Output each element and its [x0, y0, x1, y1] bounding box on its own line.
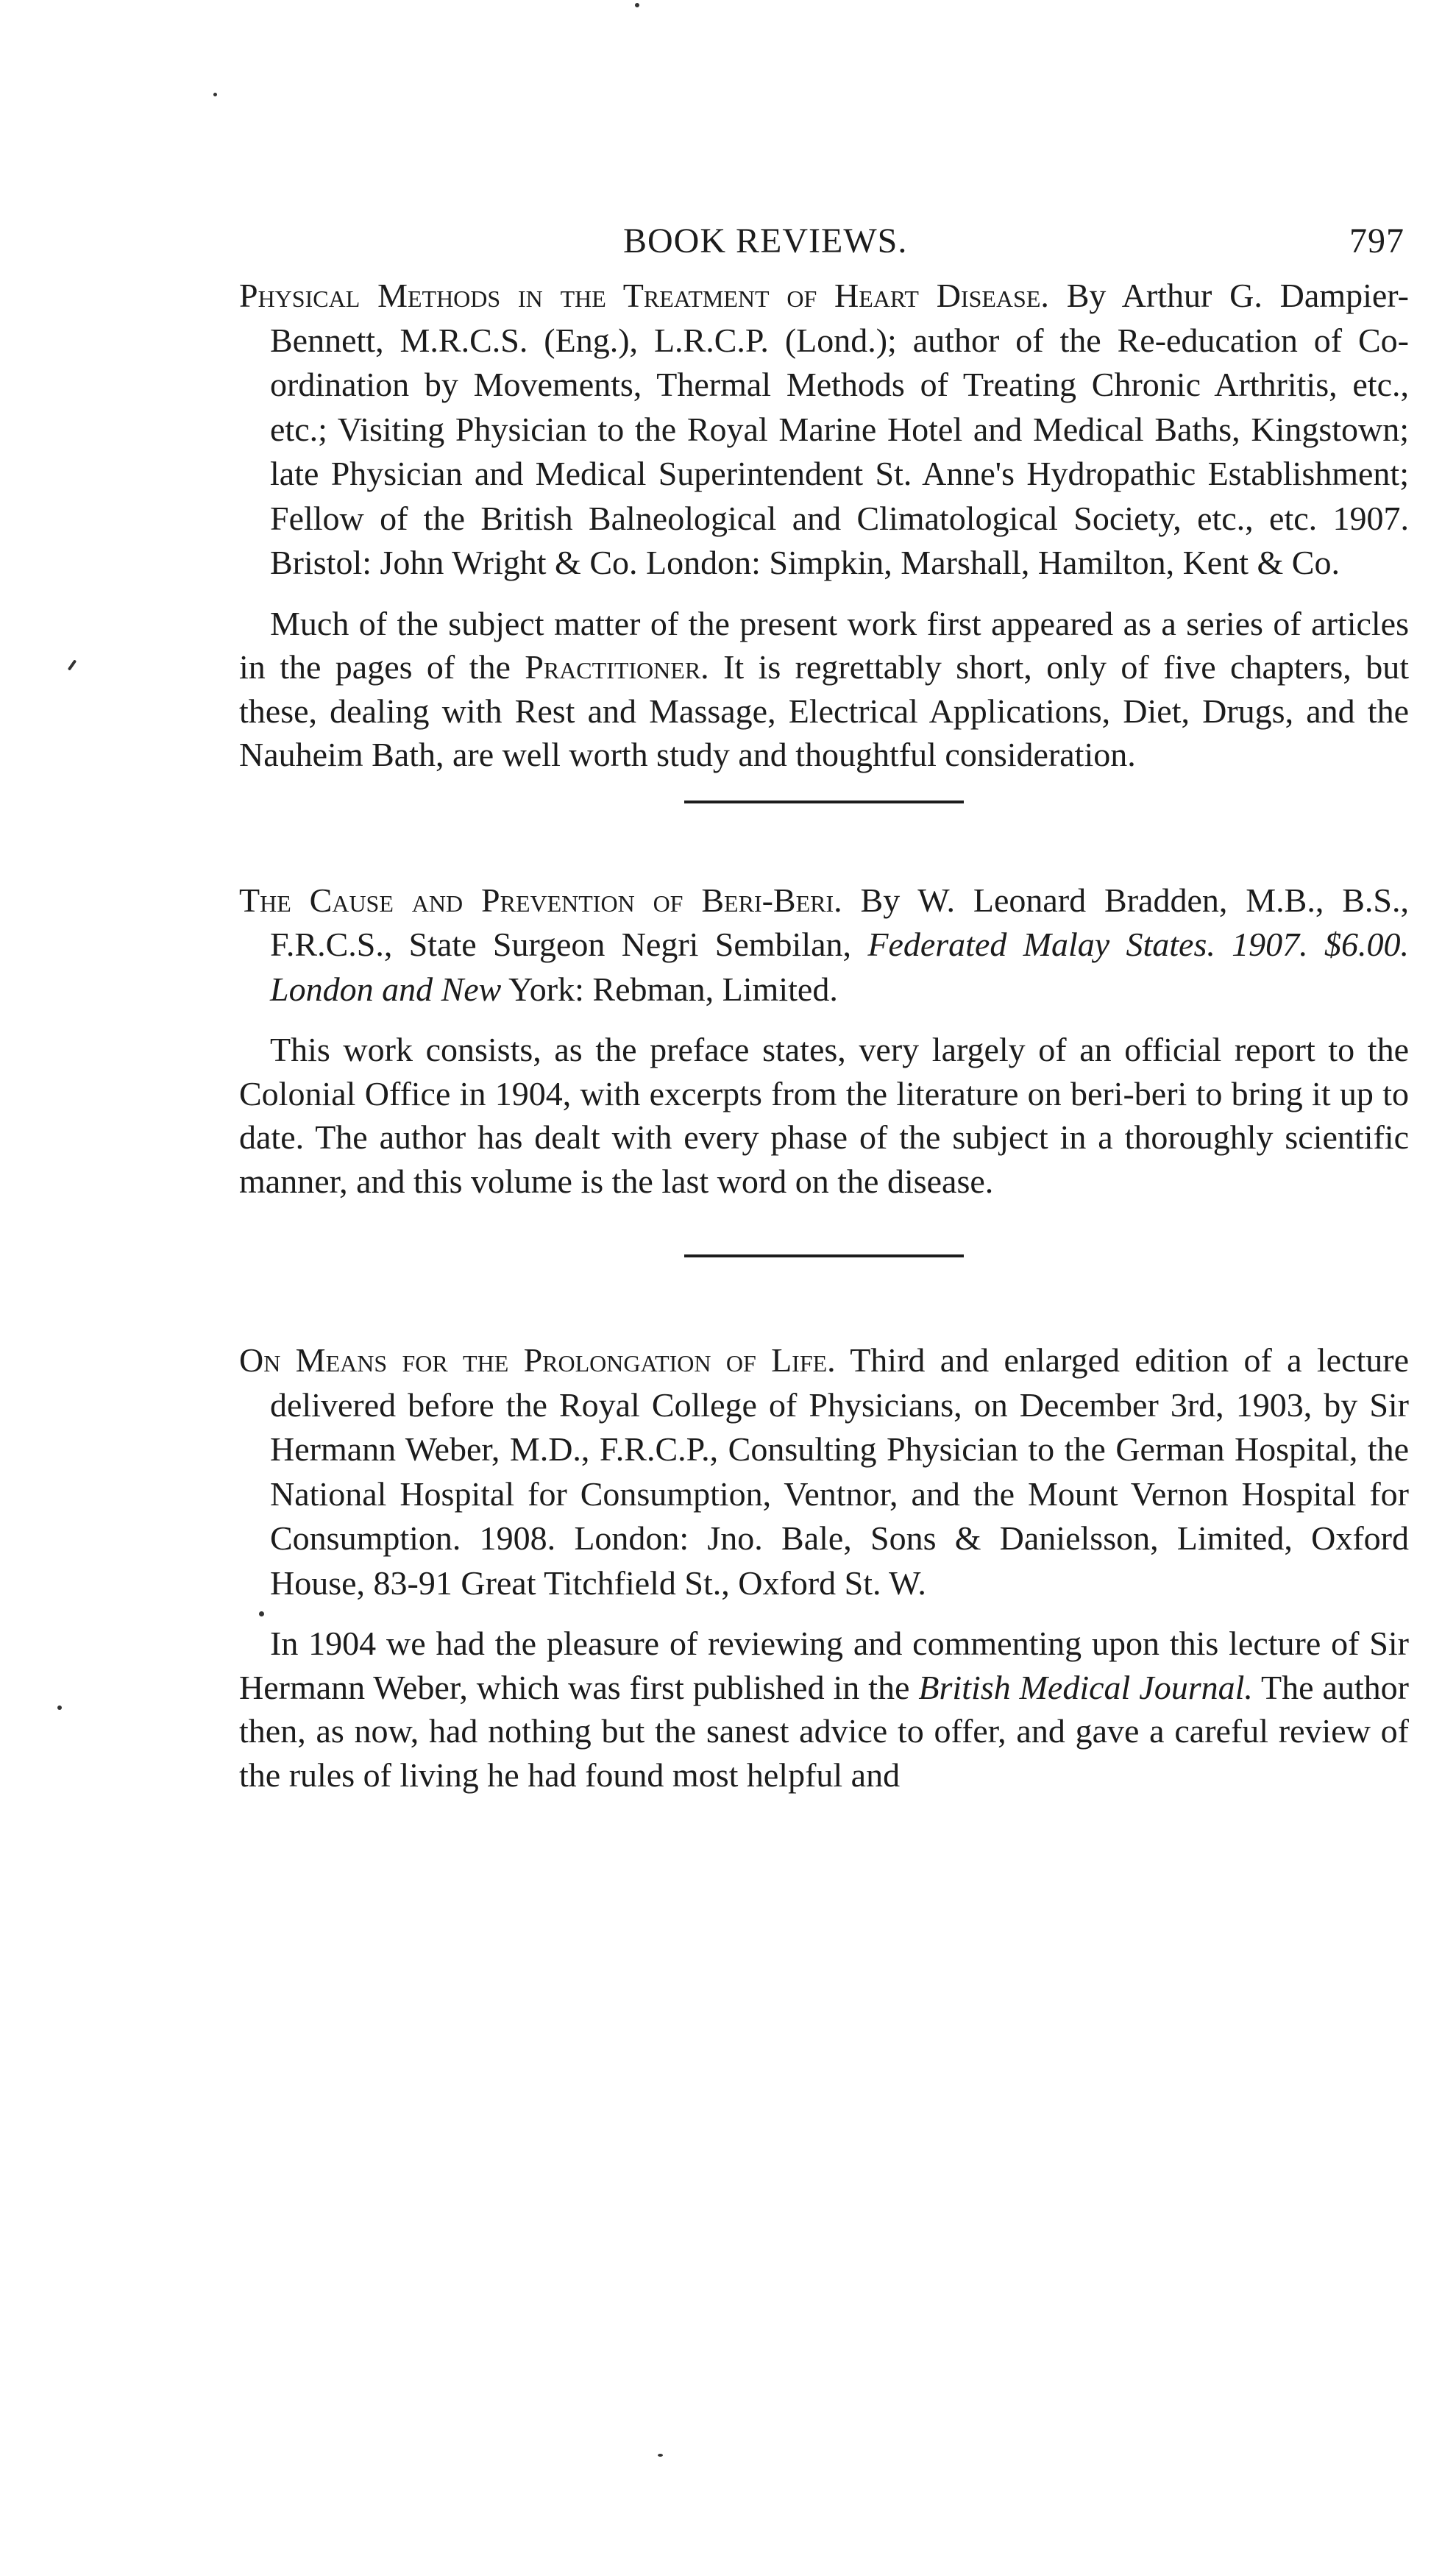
review-citation — [239, 274, 1409, 586]
journal-name: British Medical Journal. — [918, 1668, 1253, 1706]
citation-details: York: Rebman, Limited. — [501, 970, 838, 1008]
review-body — [239, 1622, 1409, 1797]
review-heart-disease — [239, 274, 1409, 777]
review-title: On Means for the Prolongation of Life. — [239, 1341, 836, 1379]
page-number: 797 — [1349, 221, 1404, 260]
scan-speck — [57, 1705, 62, 1710]
review-citation — [239, 878, 1409, 1012]
book-page — [239, 221, 1409, 1797]
citation-details: Third and enlarged edition of a lecture delivered before the Royal College of Physicians, on December 3rd, 1903, by Sir Hermann Weber, M.D., F.R.C.P., Consulting Physician to the German Hospital, the National Hospital for Consumption, Ventnor, and the Mount Vernon Hospital for Consumption. 1908. London: Jno. Bale, Sons & Danielsson, Limited, Oxford House, 83-91 Great Titchfield St., Oxford St. W. — [270, 1341, 1409, 1602]
running-head — [239, 221, 1409, 274]
journal-name: Practitioner — [525, 648, 701, 686]
review-title: Physical Methods in the Treatment of Heart Disease. — [239, 277, 1049, 314]
review-beri-beri — [239, 878, 1409, 1204]
section-divider — [684, 1254, 964, 1257]
citation-details-italic: Federated Malay States. 1907. $6.00. London and New — [270, 926, 1409, 1008]
scan-speck — [213, 93, 217, 96]
review-prolongation-of-life — [239, 1338, 1409, 1797]
body-text-part: The author then, as now, had nothing but the sanest advice to offer, and gave a careful review of the rules of living he had found most helpful and — [239, 1668, 1409, 1794]
body-text-part: Much of the subject matter of the present work first appeared as a series of articles in the pages of the — [239, 604, 1409, 686]
body-text-part: . It is regrettably short, only of five chapters, but these, dealing with Rest and Massage, Electrical Applications, Diet, Drugs, and the Nauheim Bath, are well worth study and thoughtful consideration. — [239, 648, 1409, 773]
review-body: This work consists, as the preface states, very largely of an official report to the Colonial Office in 1904, with excerpts from the literature on beri-beri to bring it up to date. The author has dealt with every phase of the subject in a thoroughly scientific manner, and this volume is the last word on the disease. — [239, 1031, 1409, 1200]
scan-speck — [658, 2454, 663, 2457]
body-text-part: In 1904 we had the pleasure of reviewing and commenting upon this lecture of Sir Hermann Weber, which was first published in the — [239, 1625, 1409, 1706]
review-citation — [239, 1338, 1409, 1605]
running-title: BOOK REVIEWS. — [623, 221, 908, 260]
review-body — [239, 602, 1409, 777]
citation-details: By W. Leonard Bradden, M.B., B.S., F.R.C.S., State Surgeon Negri Sembilan, — [270, 881, 1410, 963]
section-divider — [684, 801, 964, 803]
scan-speck — [68, 659, 77, 670]
scan-speck — [635, 3, 639, 7]
citation-details: By Arthur G. Dampier-Bennett, M.R.C.S. (Eng.), L.R.C.P. (Lond.); author of the Re-education of Co-ordination by Movements, Thermal Methods of Treating Chronic Arthritis, etc., etc.; Visiting Physician to the Royal Marine Hotel and Medical Baths, Kingstown; late Physician and Medical Superintendent St. Anne's Hydropathic Establishment; Fellow of the British Balneological and Climatological Society, etc., etc. 1907. Bristol: John Wright & Co. London: Simpkin, Marshall, Hamilton, Kent & Co. — [270, 277, 1409, 581]
review-title: The Cause and Prevention of Beri-Beri. — [239, 881, 842, 919]
